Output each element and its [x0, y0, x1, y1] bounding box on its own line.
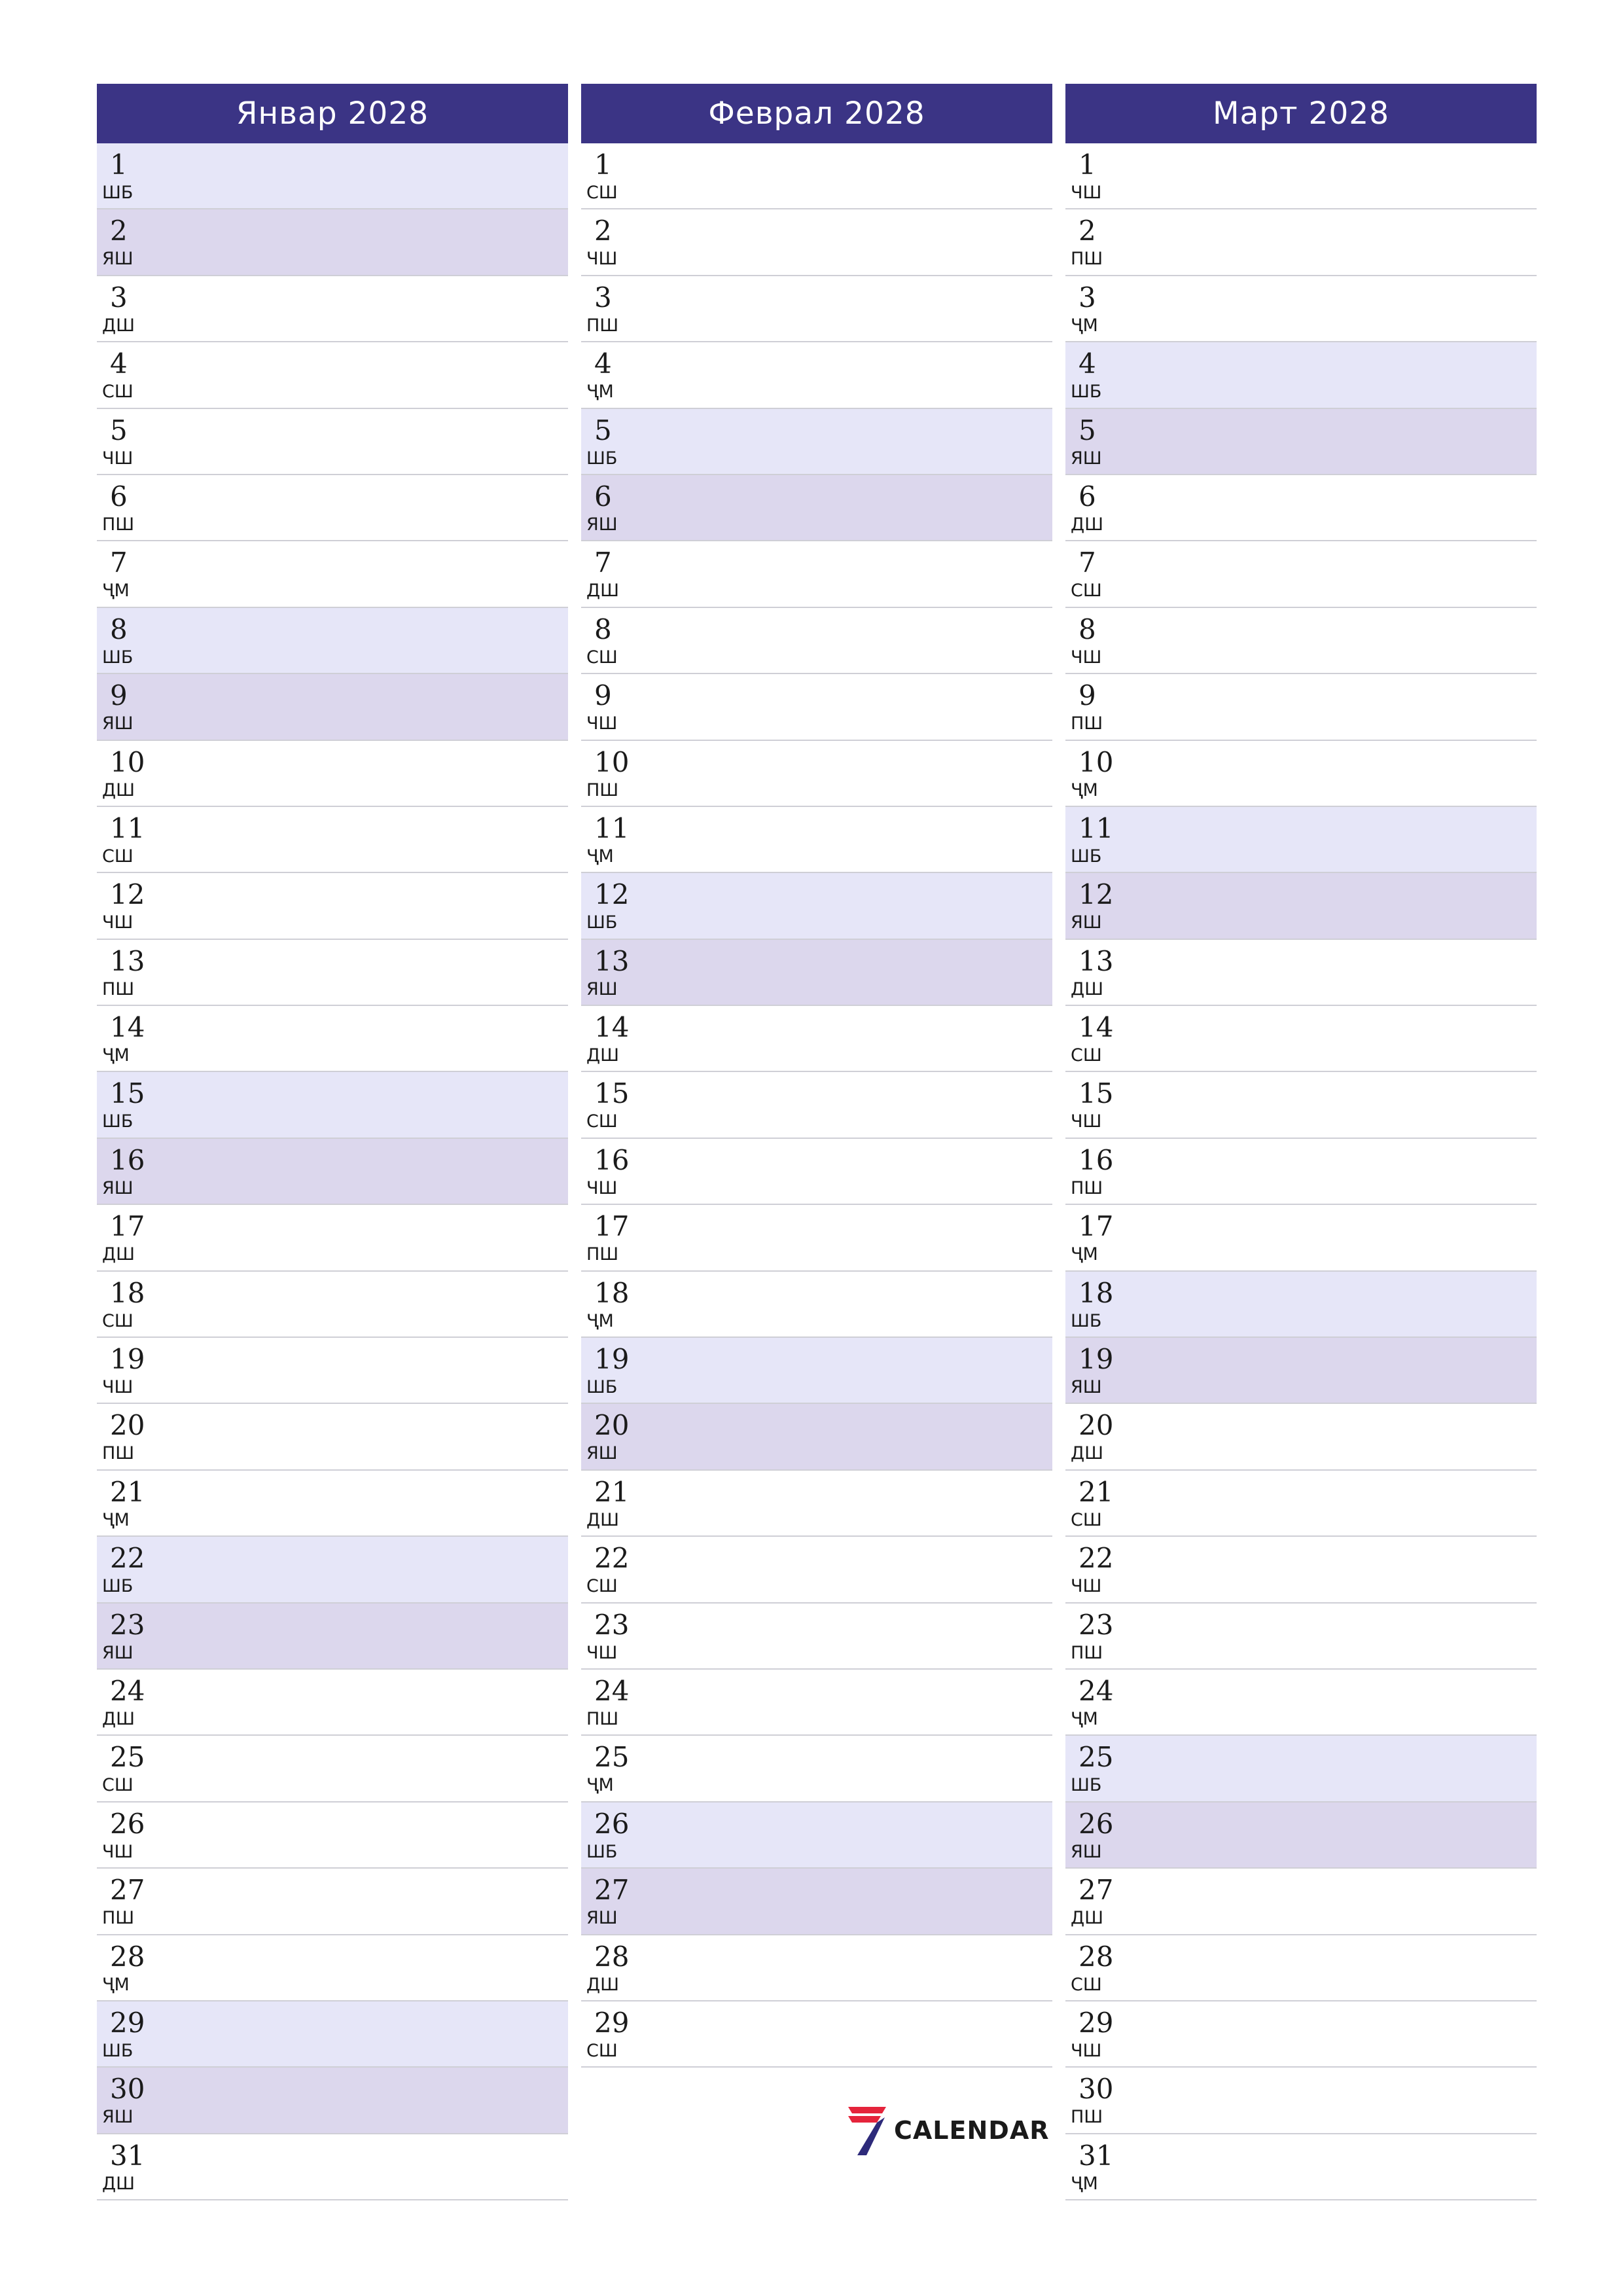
day-row [1065, 1006, 1537, 1072]
weekday-label: ЯШ [102, 2107, 134, 2128]
weekday-label: ДШ [1071, 1908, 1103, 1929]
day-row [1065, 807, 1537, 873]
day-row [97, 1072, 568, 1138]
day-number: 20 [594, 1409, 630, 1442]
day-number: 31 [1079, 2139, 1114, 2172]
day-row [581, 807, 1052, 873]
day-row [581, 1935, 1052, 2001]
day-number: 22 [110, 1542, 145, 1575]
day-row [1065, 1404, 1537, 1470]
weekday-label: ДШ [102, 1244, 135, 1265]
day-number: 10 [594, 745, 630, 778]
weekday-label: ПШ [586, 1708, 619, 1729]
month-title: Феврал 2028 [581, 84, 1052, 143]
day-number: 25 [1079, 1741, 1114, 1774]
day-row [581, 1471, 1052, 1537]
day-number: 28 [110, 1940, 145, 1973]
day-number: 17 [594, 1210, 630, 1243]
day-row [581, 1072, 1052, 1138]
day-number: 13 [1079, 944, 1114, 977]
weekday-label: ҶМ [1071, 1708, 1098, 1729]
weekday-label: ШБ [1071, 1310, 1102, 1331]
day-row [1065, 1736, 1537, 1802]
day-number: 3 [110, 281, 128, 314]
weekday-label: ЯШ [1071, 1377, 1102, 1398]
day-number: 28 [594, 1940, 630, 1973]
day-number: 1 [1079, 149, 1096, 181]
weekday-label: ДШ [586, 581, 619, 601]
day-number: 13 [110, 944, 145, 977]
weekday-label: ЧШ [102, 1377, 134, 1398]
day-row [97, 1139, 568, 1205]
day-row [581, 1404, 1052, 1470]
day-row [581, 741, 1052, 807]
month-title: Март 2028 [1065, 84, 1537, 143]
day-number: 6 [1079, 480, 1096, 512]
day-number: 19 [594, 1343, 630, 1376]
day-number: 25 [594, 1741, 630, 1774]
weekday-label: ПШ [586, 780, 619, 800]
weekday-label: ШБ [102, 1576, 134, 1597]
day-number: 17 [110, 1210, 145, 1243]
day-row [1065, 1537, 1537, 1603]
day-number: 24 [594, 1674, 630, 1707]
weekday-label: СШ [586, 183, 618, 203]
seven-logo-icon [844, 2104, 890, 2157]
day-number: 11 [594, 812, 630, 844]
weekday-label: ЯШ [1071, 448, 1102, 469]
day-number: 5 [594, 414, 612, 446]
day-row [581, 1736, 1052, 1802]
weekday-label: СШ [586, 1576, 618, 1597]
day-number: 3 [1079, 281, 1096, 314]
weekday-label: ШБ [586, 1377, 618, 1398]
month-title: Январ 2028 [97, 84, 568, 143]
weekday-label: ЯШ [1071, 1841, 1102, 1862]
day-row [581, 1869, 1052, 1935]
day-number: 18 [110, 1276, 145, 1309]
weekday-label: ПШ [1071, 713, 1103, 734]
day-row [581, 143, 1052, 209]
day-number: 5 [110, 414, 128, 446]
month-column-january [97, 84, 568, 2200]
day-row [1065, 1338, 1537, 1404]
day-number: 23 [1079, 1608, 1114, 1641]
weekday-label: ШБ [586, 912, 618, 933]
day-row [581, 276, 1052, 342]
weekday-label: ШБ [102, 183, 134, 203]
day-number: 19 [110, 1343, 145, 1376]
day-row [581, 1604, 1052, 1670]
weekday-label: ДШ [1071, 1443, 1103, 1464]
day-number: 8 [110, 613, 128, 645]
weekday-label: ЧШ [1071, 1111, 1102, 1132]
day-number: 15 [1079, 1077, 1114, 1110]
weekday-label: ҶМ [1071, 2173, 1098, 2194]
day-number: 15 [594, 1077, 630, 1110]
day-row [97, 1205, 568, 1271]
weekday-label: ШБ [1071, 846, 1102, 867]
day-number: 23 [594, 1608, 630, 1641]
day-number: 21 [110, 1475, 145, 1508]
day-number: 14 [594, 1011, 630, 1044]
day-row [1065, 2068, 1537, 2134]
weekday-label: ЯШ [102, 249, 134, 270]
day-number: 12 [1079, 878, 1114, 911]
weekday-label: ҶМ [102, 581, 130, 601]
day-row [1065, 342, 1537, 408]
weekday-label: ЯШ [1071, 912, 1102, 933]
weekday-label: ДШ [586, 1045, 619, 1066]
day-number: 4 [110, 348, 128, 380]
day-row [1065, 2001, 1537, 2068]
day-row [581, 409, 1052, 475]
day-row [97, 1272, 568, 1338]
day-row [97, 2068, 568, 2134]
weekday-label: ЧШ [586, 249, 618, 270]
day-row [1065, 1670, 1537, 1736]
day-list [97, 143, 568, 2200]
day-row [581, 1338, 1052, 1404]
day-number: 9 [1079, 679, 1096, 712]
weekday-label: СШ [1071, 1509, 1102, 1530]
weekday-label: ҶМ [1071, 780, 1098, 800]
day-row [581, 1205, 1052, 1271]
day-number: 20 [110, 1409, 145, 1442]
day-number: 25 [110, 1741, 145, 1774]
day-row [581, 1537, 1052, 1603]
weekday-label: ПШ [1071, 2107, 1103, 2128]
day-number: 29 [1079, 2006, 1114, 2039]
day-row [1065, 1869, 1537, 1935]
day-row [97, 608, 568, 674]
weekday-label: ДШ [1071, 978, 1103, 999]
day-number: 23 [110, 1608, 145, 1641]
day-row [97, 741, 568, 807]
day-number: 28 [1079, 1940, 1114, 1973]
day-row [1065, 1935, 1537, 2001]
weekday-label: СШ [102, 1310, 134, 1331]
day-number: 16 [110, 1143, 145, 1176]
weekday-label: ЧШ [586, 713, 618, 734]
day-number: 11 [1079, 812, 1114, 844]
weekday-label: ПШ [102, 1443, 135, 1464]
day-number: 1 [110, 149, 128, 181]
weekday-label: СШ [586, 647, 618, 668]
weekday-label: ПШ [1071, 1177, 1103, 1198]
day-row [97, 1935, 568, 2001]
day-row [97, 873, 568, 939]
day-row [97, 940, 568, 1006]
day-number: 9 [594, 679, 612, 712]
day-list [581, 143, 1052, 2068]
day-row [1065, 674, 1537, 740]
day-number: 14 [110, 1011, 145, 1044]
weekday-label: ҶМ [102, 1974, 130, 1995]
day-row [581, 940, 1052, 1006]
day-row [581, 2001, 1052, 2068]
day-number: 21 [594, 1475, 630, 1508]
day-number: 5 [1079, 414, 1096, 446]
day-number: 17 [1079, 1210, 1114, 1243]
day-row [97, 1006, 568, 1072]
day-number: 7 [594, 547, 612, 579]
day-number: 1 [594, 149, 612, 181]
day-number: 6 [594, 480, 612, 512]
day-number: 18 [594, 1276, 630, 1309]
day-number: 2 [594, 215, 612, 247]
weekday-label: ЯШ [102, 1642, 134, 1663]
day-row [1065, 409, 1537, 475]
day-number: 8 [594, 613, 612, 645]
day-row [581, 1272, 1052, 1338]
day-number: 29 [110, 2006, 145, 2039]
day-row [581, 209, 1052, 276]
day-number: 30 [110, 2073, 145, 2106]
weekday-label: ДШ [102, 780, 135, 800]
day-row [97, 2134, 568, 2200]
day-row [97, 1471, 568, 1537]
day-row [97, 475, 568, 541]
day-row [97, 807, 568, 873]
day-number: 13 [594, 944, 630, 977]
weekday-label: ШБ [586, 1841, 618, 1862]
day-row [1065, 143, 1537, 209]
day-number: 21 [1079, 1475, 1114, 1508]
weekday-label: ШБ [102, 1111, 134, 1132]
weekday-label: ЧШ [102, 448, 134, 469]
weekday-label: ПШ [1071, 1642, 1103, 1663]
day-row [97, 143, 568, 209]
weekday-label: ПШ [102, 978, 135, 999]
day-row [1065, 1604, 1537, 1670]
day-number: 9 [110, 679, 128, 712]
day-number: 26 [1079, 1807, 1114, 1840]
day-number: 26 [110, 1807, 145, 1840]
day-row [97, 276, 568, 342]
weekday-label: ЧШ [102, 1841, 134, 1862]
day-number: 24 [1079, 1674, 1114, 1707]
day-row [97, 409, 568, 475]
day-row [1065, 276, 1537, 342]
day-number: 29 [594, 2006, 630, 2039]
brand-logo [844, 2101, 1054, 2160]
day-row [581, 1006, 1052, 1072]
weekday-label: ҶМ [586, 846, 614, 867]
weekday-label: СШ [102, 1775, 134, 1796]
weekday-label: ДШ [102, 315, 135, 336]
day-number: 7 [110, 547, 128, 579]
day-list [1065, 143, 1537, 2200]
weekday-label: ҶМ [586, 1775, 614, 1796]
day-row [581, 475, 1052, 541]
day-row [581, 873, 1052, 939]
weekday-label: СШ [102, 846, 134, 867]
weekday-label: ШБ [586, 448, 618, 469]
month-column-march [1065, 84, 1537, 2200]
weekday-label: ЧШ [586, 1177, 618, 1198]
month-column-february [581, 84, 1052, 2068]
day-number: 6 [110, 480, 128, 512]
day-row [581, 1670, 1052, 1736]
day-number: 14 [1079, 1011, 1114, 1044]
weekday-label: ЧШ [1071, 647, 1102, 668]
day-row [581, 674, 1052, 740]
day-row [97, 541, 568, 607]
logo-text: CALENDAR [894, 2116, 1050, 2145]
day-number: 26 [594, 1807, 630, 1840]
weekday-label: ЧШ [1071, 183, 1102, 203]
day-row [581, 1803, 1052, 1869]
day-row [1065, 2134, 1537, 2200]
weekday-label: ЧШ [586, 1642, 618, 1663]
day-number: 8 [1079, 613, 1096, 645]
day-row [581, 541, 1052, 607]
day-number: 11 [110, 812, 145, 844]
day-row [1065, 541, 1537, 607]
weekday-label: ЯШ [102, 1177, 134, 1198]
weekday-label: ЯШ [586, 1443, 618, 1464]
day-row [1065, 1471, 1537, 1537]
day-row [581, 1139, 1052, 1205]
weekday-label: ДШ [1071, 514, 1103, 535]
day-number: 3 [594, 281, 612, 314]
weekday-label: ПШ [586, 1244, 619, 1265]
day-number: 12 [594, 878, 630, 911]
day-number: 22 [594, 1542, 630, 1575]
day-row [97, 342, 568, 408]
weekday-label: СШ [586, 2040, 618, 2061]
weekday-label: ШБ [102, 647, 134, 668]
day-row [97, 674, 568, 740]
day-row [1065, 475, 1537, 541]
day-number: 16 [1079, 1143, 1114, 1176]
weekday-label: СШ [1071, 1045, 1102, 1066]
day-row [97, 2001, 568, 2068]
day-row [581, 608, 1052, 674]
day-row [97, 1404, 568, 1470]
weekday-label: ҶМ [102, 1509, 130, 1530]
weekday-label: ҶМ [586, 1310, 614, 1331]
weekday-label: ДШ [102, 2173, 135, 2194]
weekday-label: ҶМ [586, 382, 614, 403]
day-row [97, 209, 568, 276]
weekday-label: ЧШ [1071, 1576, 1102, 1597]
day-row [97, 1869, 568, 1935]
day-number: 31 [110, 2139, 145, 2172]
day-number: 12 [110, 878, 145, 911]
weekday-label: ЯШ [586, 514, 618, 535]
day-row [581, 342, 1052, 408]
day-number: 7 [1079, 547, 1096, 579]
day-number: 18 [1079, 1276, 1114, 1309]
day-row [1065, 1205, 1537, 1271]
weekday-label: ДШ [102, 1708, 135, 1729]
day-number: 19 [1079, 1343, 1114, 1376]
weekday-label: ҶМ [1071, 1244, 1098, 1265]
weekday-label: СШ [1071, 581, 1102, 601]
day-row [1065, 1139, 1537, 1205]
day-number: 4 [1079, 348, 1096, 380]
weekday-label: ДШ [586, 1974, 619, 1995]
day-number: 15 [110, 1077, 145, 1110]
day-number: 24 [110, 1674, 145, 1707]
day-row [1065, 741, 1537, 807]
weekday-label: ЯШ [586, 978, 618, 999]
weekday-label: ПШ [1071, 249, 1103, 270]
day-number: 4 [594, 348, 612, 380]
weekday-label: ЯШ [102, 713, 134, 734]
day-row [1065, 940, 1537, 1006]
day-number: 10 [110, 745, 145, 778]
day-number: 16 [594, 1143, 630, 1176]
day-number: 2 [110, 215, 128, 247]
day-row [1065, 873, 1537, 939]
weekday-label: ШБ [1071, 1775, 1102, 1796]
weekday-label: ЧШ [102, 912, 134, 933]
weekday-label: ҶМ [1071, 315, 1098, 336]
day-number: 30 [1079, 2073, 1114, 2106]
weekday-label: ДШ [586, 1509, 619, 1530]
weekday-label: ПШ [586, 315, 619, 336]
day-number: 27 [594, 1874, 630, 1907]
day-row [1065, 608, 1537, 674]
weekday-label: ПШ [102, 514, 135, 535]
day-number: 27 [1079, 1874, 1114, 1907]
day-number: 2 [1079, 215, 1096, 247]
day-row [1065, 209, 1537, 276]
weekday-label: ПШ [102, 1908, 135, 1929]
day-row [97, 1604, 568, 1670]
day-number: 27 [110, 1874, 145, 1907]
day-row [1065, 1803, 1537, 1869]
weekday-label: СШ [102, 382, 134, 403]
weekday-label: ЧШ [1071, 2040, 1102, 2061]
day-number: 20 [1079, 1409, 1114, 1442]
day-row [97, 1537, 568, 1603]
day-row [97, 1736, 568, 1802]
day-row [1065, 1072, 1537, 1138]
day-number: 10 [1079, 745, 1114, 778]
weekday-label: СШ [1071, 1974, 1102, 1995]
weekday-label: ЯШ [586, 1908, 618, 1929]
weekday-label: ҶМ [102, 1045, 130, 1066]
day-row [97, 1803, 568, 1869]
weekday-label: СШ [586, 1111, 618, 1132]
weekday-label: ШБ [102, 2040, 134, 2061]
day-number: 22 [1079, 1542, 1114, 1575]
day-row [97, 1670, 568, 1736]
day-row [97, 1338, 568, 1404]
weekday-label: ШБ [1071, 382, 1102, 403]
day-row [1065, 1272, 1537, 1338]
